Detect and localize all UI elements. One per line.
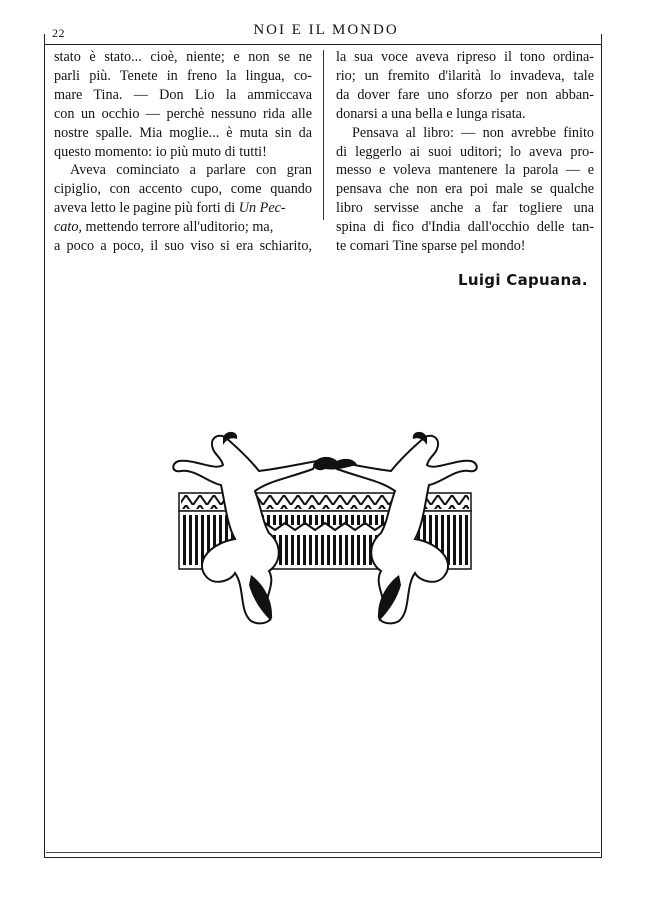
text-line: nostre spalle. Mia moglie... è muta sin da bbox=[54, 124, 312, 141]
page-number: 22 bbox=[52, 26, 65, 40]
text-line: questo momento: io più muto di tutti! bbox=[54, 143, 267, 160]
text-line: spina di fico d'India dall'occhio delle tan- bbox=[336, 219, 594, 236]
text-line bbox=[54, 218, 312, 237]
author-signature: Luigi Capuana. bbox=[458, 271, 588, 289]
text-line: te comari Tine sparse pel mondo! bbox=[336, 238, 526, 255]
text-line: stato è stato... cioè, niente; e non se ne bbox=[54, 49, 312, 65]
text-line: a poco a poco, il suo viso si era schiarito, bbox=[54, 238, 312, 255]
text-line: di leggerlo ai suoi uditori; lo aveva pro- bbox=[336, 143, 594, 160]
text-line: mare Tina. — Don Lio la ammiccava bbox=[54, 86, 312, 103]
text-line: rio; un fremito d'ilarità lo invadeva, tale bbox=[336, 67, 594, 84]
text-line: pensava che non era poi male se qualche bbox=[336, 181, 594, 198]
right-column bbox=[336, 48, 594, 256]
text-line: donarsi a una bella e lunga risata. bbox=[336, 105, 526, 122]
text-line: Pensava al libro: — non avrebbe finito bbox=[352, 124, 594, 141]
text-line: la sua voce aveva ripreso il tono ordina- bbox=[336, 49, 594, 65]
journal-title: NOI E IL MONDO bbox=[253, 22, 399, 38]
text-segment: aveva letto le pagine più forti di bbox=[54, 200, 236, 217]
text-line: parli più. Tenete in freno la lingua, co- bbox=[54, 67, 312, 84]
twin-centaurs-tailpiece-icon bbox=[165, 425, 485, 635]
left-column bbox=[54, 48, 312, 256]
running-head bbox=[52, 22, 600, 42]
book-title-italic: cato, bbox=[54, 219, 82, 236]
text-line: messo e voleva mantenere la parola — e bbox=[336, 162, 594, 179]
text-segment: mettendo terrore all'uditorio; ma, bbox=[81, 219, 274, 236]
text-line: con un occhio — perchè nessuno rida alle bbox=[54, 105, 312, 122]
book-title-italic: Un Pec- bbox=[238, 200, 286, 217]
text-line: libro servisse anche a far togliere una bbox=[336, 200, 594, 217]
text-line: cipiglio, con accento cupo, come quando bbox=[54, 181, 312, 198]
text-line: Aveva cominciato a parlare con gran bbox=[70, 162, 312, 179]
header-rule bbox=[44, 44, 602, 45]
text-line: da dover fare uno sforzo per non abban- bbox=[336, 86, 594, 103]
frame-bottom-rule bbox=[46, 852, 600, 853]
text-line bbox=[54, 199, 312, 218]
column-rule bbox=[323, 50, 324, 220]
